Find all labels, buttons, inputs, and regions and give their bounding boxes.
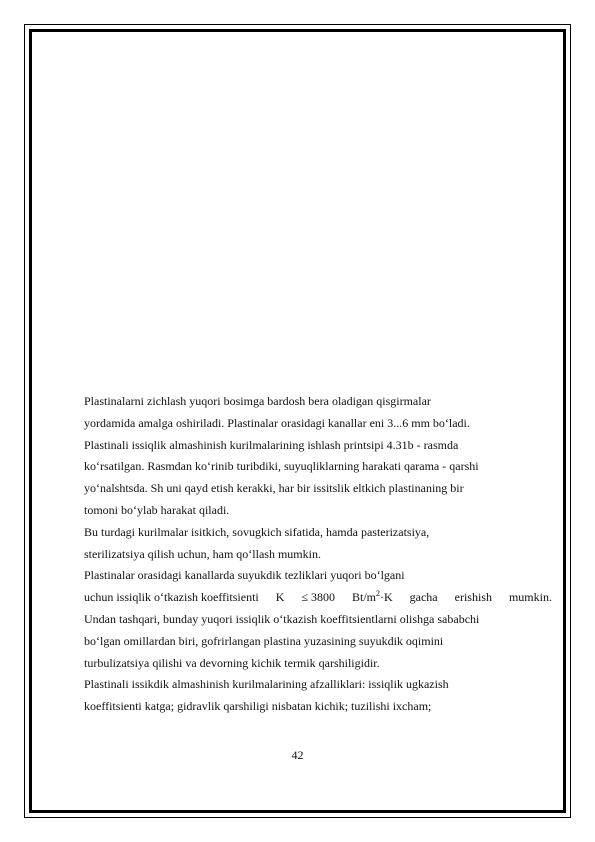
formula-unit-base: Bt/m xyxy=(351,590,376,605)
text-line: Plastinali issikdik almashinish kurilmalarining afzalliklari: issiqlik ugkazish xyxy=(84,677,449,692)
text-line: Plastinali issiqlik almashinish kurilmalarining ishlash printsipi 4.31b - rasmda xyxy=(84,437,459,452)
text-line: ko‘rsatilgan. Rasmdan ko‘rinib turibdiki, suyuqliklarning harakati qarama - qarshi xyxy=(84,459,479,474)
text-line: Plastinalarni zichlash yuqori bosimga bardosh bera oladigan qisgirmalar xyxy=(84,394,431,408)
text-line: bo‘lgan omillardan biri, gofrirlangan plastina yuzasining suyukdik oqimini xyxy=(84,633,444,648)
text-line: sterilizatsiya qilish uchun, ham qo‘llash mumkin. xyxy=(84,546,321,561)
page-number: 42 xyxy=(291,748,304,762)
text-line: yordamida amalga oshiriladi. Plastinalar orasidagi kanallar eni 3...6 mm bo‘ladi. xyxy=(84,415,470,430)
formula-unit xyxy=(352,587,393,609)
formula-unit-suffix: ·K xyxy=(380,590,393,605)
formula-line xyxy=(84,587,552,609)
text-line: Plastinalar orasidagi kanallarda suyukdik tezliklari yuqori bo‘lgani xyxy=(84,568,405,583)
formula-text: uchun issiqlik o‘tkazish koeffitsienti xyxy=(84,590,259,605)
text-line: Undan tashqari, bunday yuqori issiqlik o‘tkazish koeffitsientlarni olishga sababchi xyxy=(84,611,480,626)
body-text xyxy=(84,391,552,718)
text-line: Bu turdagi kurilmalar isitkich, sovugkich sifatida, hamda pasterizatsiya, xyxy=(84,524,430,539)
formula-word: gacha xyxy=(409,590,438,605)
formula-word: erishish xyxy=(454,590,492,605)
formula-symbol-k: K xyxy=(275,590,285,605)
text-line: koeffitsienti katga; gidravlik qarshiligi nisbatan kichik; tuzilishi ixcham; xyxy=(84,699,432,714)
formula-word: mumkin. xyxy=(508,590,552,605)
formula-value: ≤ 3800 xyxy=(301,590,335,605)
formula-unit-exponent: 2 xyxy=(376,589,380,599)
text-line: tomoni bo‘ylab harakat qiladi. xyxy=(84,502,230,517)
text-line: turbulizatsiya qilishi va devorning kichik termik qarshiligidir. xyxy=(84,655,380,670)
text-line: yo‘nalshtsda. Sh uni qayd etish kerakki, har bir issitslik eltkich plastinaning bir xyxy=(84,481,464,496)
